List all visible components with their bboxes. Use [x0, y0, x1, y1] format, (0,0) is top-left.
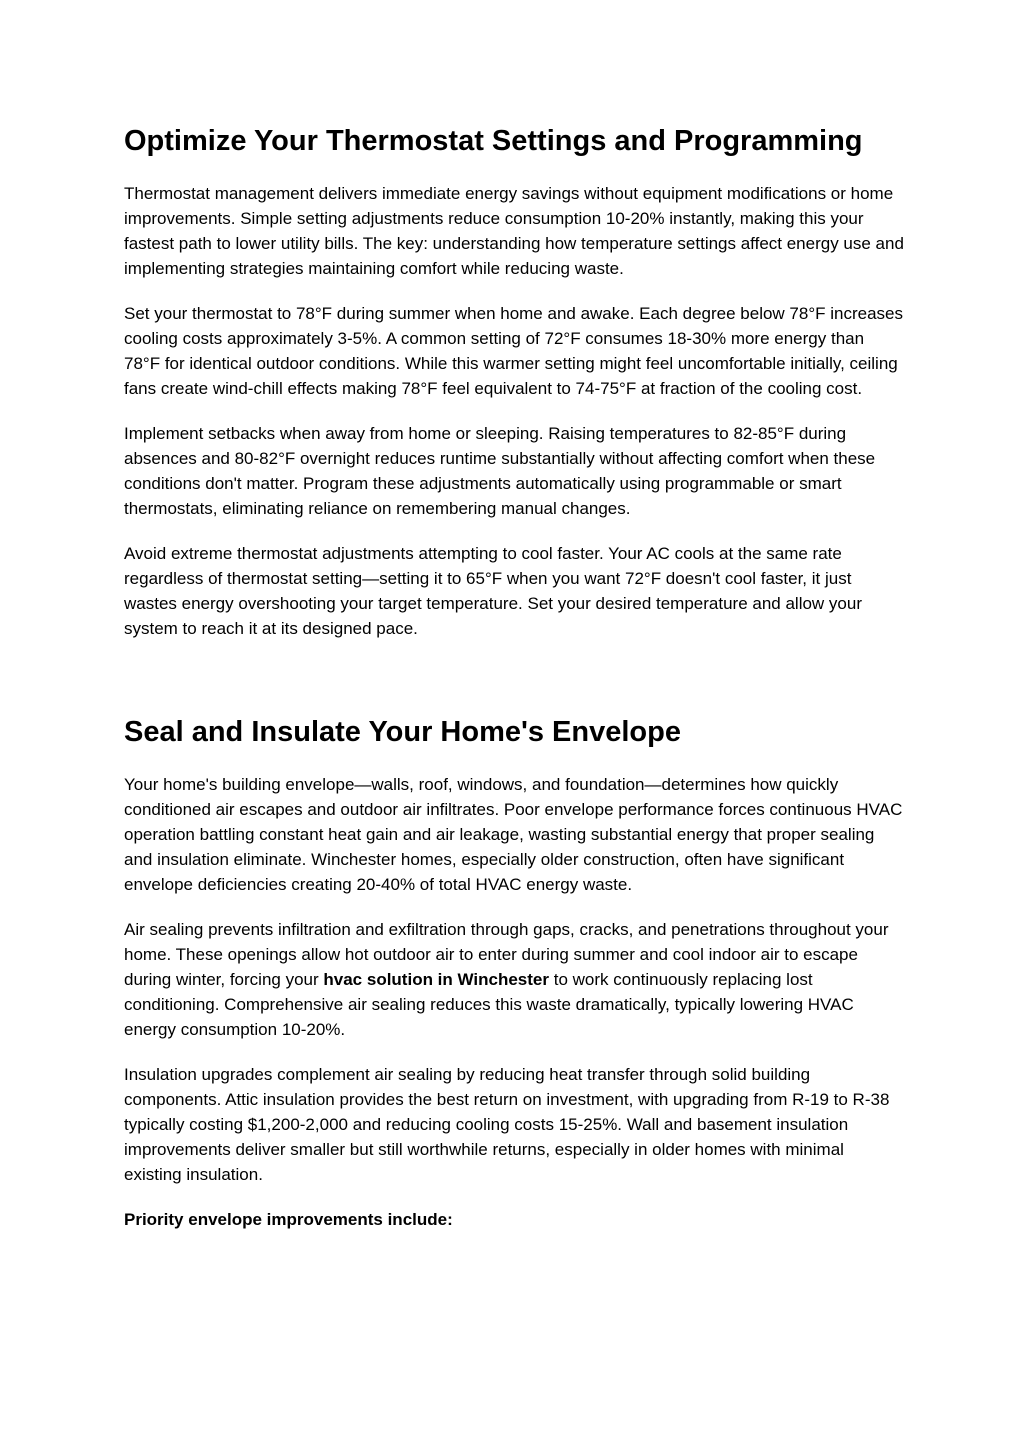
section-heading: Optimize Your Thermostat Settings and Programming — [124, 125, 863, 157]
paragraph: Insulation upgrades complement air sealing by reducing heat transfer through solid building components. Attic insulation provides the best return on investment, with upgrading from R-19 to R-38 typically costing $1,200-2,000 and reducing cooling costs 15-25%. Wall and basement insulation improvements deliver smaller but still worthwhile returns, especially in older homes with minimal existing insulation. — [124, 1065, 890, 1184]
paragraph-air-sealing — [124, 917, 904, 1042]
paragraph: Your home's building envelope—walls, roof, windows, and foundation—determines how quickly conditioned air escapes and outdoor air infiltrates. Poor envelope performance forces continuous HVAC operation battling constant heat gain and air leakage, wasting substantial energy that proper sealing and insulation eliminate. Winchester homes, especially older construction, often have significant envelope deficiencies creating 20-40% of total HVAC energy waste. — [124, 775, 903, 894]
list-intro-label: Priority envelope improvements include: — [124, 1210, 453, 1229]
paragraph: Thermostat management delivers immediate energy savings without equipment modifications or home improvements. Simple setting adjustments reduce consumption 10-20% instantly, making this your fastest path to lower utility bills. The key: understanding how temperature settings affect energy use and implementing strategies maintaining comfort while reducing waste. — [124, 184, 904, 278]
paragraph: Avoid extreme thermostat adjustments attempting to cool faster. Your AC cools at the same rate regardless of thermostat setting—setting it to 65°F when you want 72°F doesn't cool faster, it just wastes energy overshooting your target temperature. Set your desired temperature and allow your system to reach it at its designed pace. — [124, 544, 863, 638]
paragraph-text: Air sealing prevents infiltration and exfiltration through gaps, cracks, and penetrations throughout your home. These openings allow hot outdoor air to enter during summer and cool indoor air to escape during winter, forcing your — [124, 920, 889, 989]
paragraph-text: to work continuously replacing lost conditioning. Comprehensive air sealing reduces this waste dramatically, typically lowering HVAC energy consumption 10-20%. — [124, 970, 854, 1039]
bold-phrase: hvac solution in Winchester — [323, 970, 549, 989]
paragraph: Implement setbacks when away from home or sleeping. Raising temperatures to 82-85°F during absences and 80-82°F overnight reduces runtime substantially without affecting comfort when these conditions don't matter. Program these adjustments automatically using programmable or smart thermostats, eliminating reliance on remembering manual changes. — [124, 424, 876, 518]
section-heading: Seal and Insulate Your Home's Envelope — [124, 716, 681, 748]
section-thermostat — [124, 123, 904, 641]
paragraph: Set your thermostat to 78°F during summer when home and awake. Each degree below 78°F increases cooling costs approximately 3-5%. A common setting of 72°F consumes 18-30% more energy than 78°F for identical outdoor conditions. While this warmer setting might feel uncomfortable initially, ceiling fans create wind-chill effects making 78°F feel equivalent to 74-75°F at fraction of the cooling cost. — [124, 304, 904, 398]
document-page — [124, 0, 904, 1232]
section-envelope — [124, 714, 904, 1232]
